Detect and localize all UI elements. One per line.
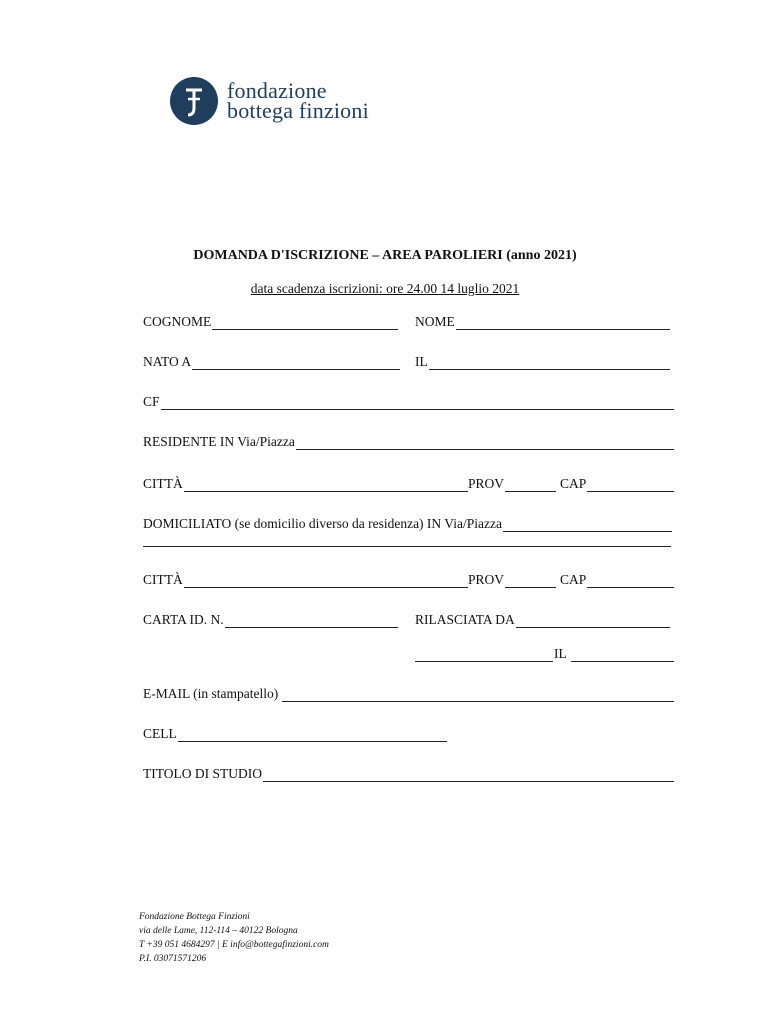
logo (169, 76, 369, 126)
logo-line-1: fondazione (227, 78, 327, 103)
il2-line[interactable] (571, 649, 674, 662)
residente-label: RESIDENTE IN Via/Piazza (143, 434, 295, 449)
email-label: E-MAIL (in stampatello) (143, 686, 279, 701)
domiciliato-label: DOMICILIATO (se domicilio diverso da residenza) IN Via/Piazza (143, 516, 502, 531)
nato-a-field[interactable] (143, 354, 400, 370)
cognome-field[interactable] (143, 314, 398, 330)
titolo-studio-line[interactable] (263, 769, 674, 782)
il2-label: IL (554, 646, 567, 661)
nato-a-line[interactable] (192, 357, 400, 370)
prov-label: PROV (468, 476, 505, 491)
footer-line-4: P.I. 03071571206 (139, 954, 207, 964)
rilasciata-da-label: RILASCIATA DA (415, 612, 515, 627)
email-line[interactable] (282, 689, 674, 702)
cell-line[interactable] (178, 729, 447, 742)
cap2-field[interactable] (560, 572, 674, 588)
cap-line[interactable] (587, 479, 674, 492)
footer-line-2: via delle Lame, 112-114 – 40122 Bologna (139, 926, 298, 936)
citta2-label: CITTÀ (143, 572, 183, 587)
email-field[interactable] (143, 686, 674, 702)
titolo-studio-field[interactable] (143, 766, 674, 782)
citta-line[interactable] (184, 479, 468, 492)
il-line[interactable] (429, 357, 670, 370)
cf-field[interactable] (143, 394, 674, 410)
citta-label: CITTÀ (143, 476, 183, 491)
prov-field[interactable] (468, 476, 556, 492)
nome-line[interactable] (456, 317, 670, 330)
footer-line-3: T +39 051 4684297 | E info@bottegafinzioni.com (139, 940, 329, 950)
cell-field[interactable] (143, 726, 447, 742)
nome-field[interactable] (415, 314, 670, 330)
citta2-field[interactable] (143, 572, 468, 588)
residente-field[interactable] (143, 434, 674, 450)
rilasciata-da-field[interactable] (415, 612, 670, 628)
prov2-line[interactable] (505, 575, 556, 588)
residente-line[interactable] (296, 437, 674, 450)
rilasciata-da-line[interactable] (516, 615, 670, 628)
carta-id-label: CARTA ID. N. (143, 612, 224, 627)
prov2-field[interactable] (468, 572, 556, 588)
il-label: IL (415, 354, 428, 369)
logo-wordmark (227, 78, 369, 123)
logo-mark-icon (169, 76, 219, 126)
prov2-label: PROV (468, 572, 505, 587)
logo-line-2: bottega finzioni (227, 98, 369, 123)
cf-label: CF (143, 394, 160, 409)
citta2-line[interactable] (184, 575, 468, 588)
cell-label: CELL (143, 726, 177, 741)
footer-address (139, 910, 329, 966)
citta-field[interactable] (143, 476, 468, 492)
cap2-line[interactable] (587, 575, 674, 588)
cap-field[interactable] (560, 476, 674, 492)
il-field[interactable] (415, 354, 670, 370)
rilasciata-il-field[interactable] (415, 646, 674, 662)
nome-label: NOME (415, 314, 455, 329)
domiciliato-field[interactable] (143, 516, 672, 532)
footer-line-1: Fondazione Bottega Finzioni (139, 912, 250, 922)
domiciliato-continuation-line[interactable] (143, 546, 671, 547)
cognome-label: COGNOME (143, 314, 212, 329)
titolo-studio-label: TITOLO DI STUDIO (143, 766, 262, 781)
carta-id-field[interactable] (143, 612, 398, 628)
cognome-line[interactable] (212, 317, 398, 330)
prov-line[interactable] (505, 479, 556, 492)
domiciliato-line[interactable] (503, 519, 672, 532)
document-title: DOMANDA D'ISCRIZIONE – AREA PAROLIERI (anno 2021) (193, 248, 577, 263)
cap-label: CAP (560, 476, 587, 491)
nato-a-label: NATO A (143, 354, 192, 369)
rilasciata-place-line[interactable] (415, 649, 553, 662)
cap2-label: CAP (560, 572, 587, 587)
carta-id-line[interactable] (225, 615, 398, 628)
cf-line[interactable] (161, 397, 674, 410)
document-subtitle: data scadenza iscrizioni: ore 24.00 14 luglio 2021 (250, 281, 520, 296)
